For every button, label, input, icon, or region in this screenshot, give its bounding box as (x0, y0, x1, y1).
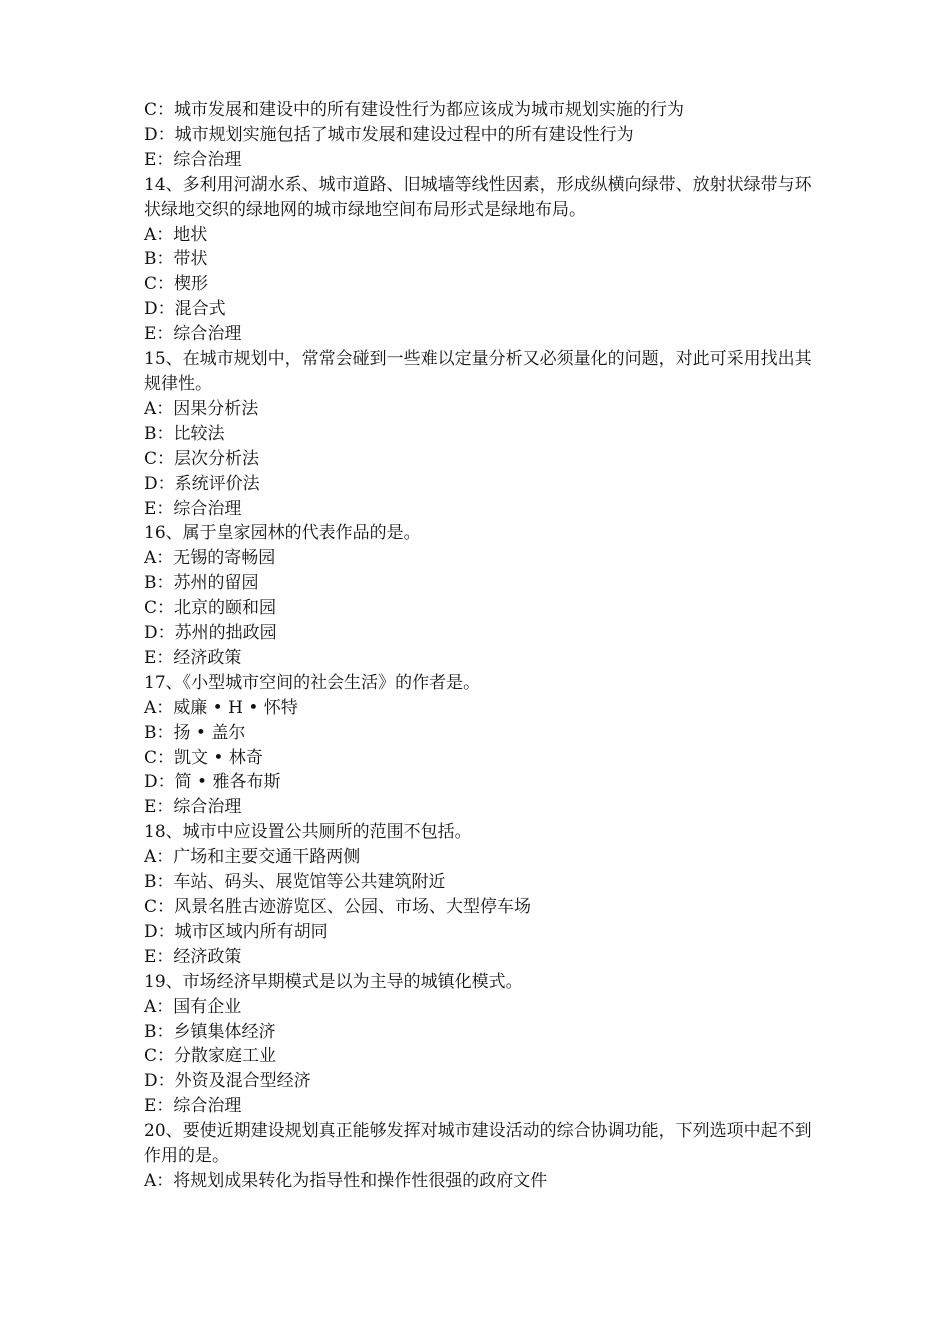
option-16a: A：无锡的寄畅园 (144, 548, 276, 569)
option-14d: D：混合式 (144, 299, 226, 320)
question-14: 14、多利用河湖水系、城市道路、旧城墙等线性因素，形成纵横向绿带、放射状绿带与环状绿地交织的绿地网的城市绿地空间布局形式是绿地布局。 (144, 174, 812, 220)
option-16e: E：经济政策 (144, 647, 242, 668)
option-18e: E：经济政策 (144, 946, 242, 967)
option-19b: B：乡镇集体经济 (144, 1021, 276, 1042)
option-20a: A：将规划成果转化为指导性和操作性很强的政府文件 (144, 1170, 548, 1191)
option-17e: E：综合治理 (144, 797, 242, 818)
option-15e: E：综合治理 (144, 498, 242, 519)
option-17d: D：简 • 雅各布斯 (144, 772, 281, 793)
option-18b: B：车站、码头、展览馆等公共建筑附近 (144, 872, 446, 893)
option-13e: E：综合治理 (144, 149, 242, 170)
question-16: 16、属于皇家园林的代表作品的是。 (144, 523, 421, 544)
option-16b: B：苏州的留园 (144, 573, 259, 594)
option-14a: A：地状 (144, 224, 208, 245)
question-20: 20、要使近期建设规划真正能够发挥对城市建设活动的综合协调功能，下列选项中起不到作用的是。 (144, 1121, 812, 1167)
option-19c: C：分散家庭工业 (144, 1046, 277, 1067)
option-14b: B：带状 (144, 249, 208, 270)
option-16d: D：苏州的拙政园 (144, 623, 277, 644)
document-page (144, 98, 824, 1194)
option-18d: D：城市区域内所有胡同 (144, 921, 328, 942)
option-15d: D：系统评价法 (144, 473, 260, 494)
option-14c: C：楔形 (144, 274, 209, 295)
question-17: 17、《小型城市空间的社会生活》的作者是。 (144, 672, 481, 693)
option-19d: D：外资及混合型经济 (144, 1071, 311, 1092)
question-19: 19、市场经济早期模式是以为主导的城镇化模式。 (144, 971, 523, 992)
option-17b: B：扬 • 盖尔 (144, 722, 246, 743)
option-16c: C：北京的颐和园 (144, 598, 277, 619)
option-14e: E：综合治理 (144, 324, 242, 345)
option-17c: C：凯文 • 林奇 (144, 747, 263, 768)
option-18c: C：风景名胜古迹游览区、公园、市场、大型停车场 (144, 897, 532, 917)
option-19e: E：综合治理 (144, 1096, 242, 1117)
option-17a: A：威廉 • H • 怀特 (144, 697, 298, 718)
option-15a: A：因果分析法 (144, 398, 259, 419)
option-13c: C：城市发展和建设中的所有建设性行为都应该成为城市规划实施的行为 (144, 100, 685, 120)
option-19a: A：国有企业 (144, 996, 242, 1017)
option-15b: B：比较法 (144, 423, 225, 444)
question-18: 18、城市中应设置公共厕所的范围不包括。 (144, 822, 472, 843)
question-15: 15、在城市规划中，常常会碰到一些难以定量分析又必须量化的问题，对此可采用找出其规律性。 (144, 349, 812, 394)
option-18a: A：广场和主要交通干路两侧 (144, 847, 361, 868)
option-15c: C：层次分析法 (144, 448, 260, 469)
option-13d: D：城市规划实施包括了城市发展和建设过程中的所有建设性行为 (144, 124, 634, 145)
